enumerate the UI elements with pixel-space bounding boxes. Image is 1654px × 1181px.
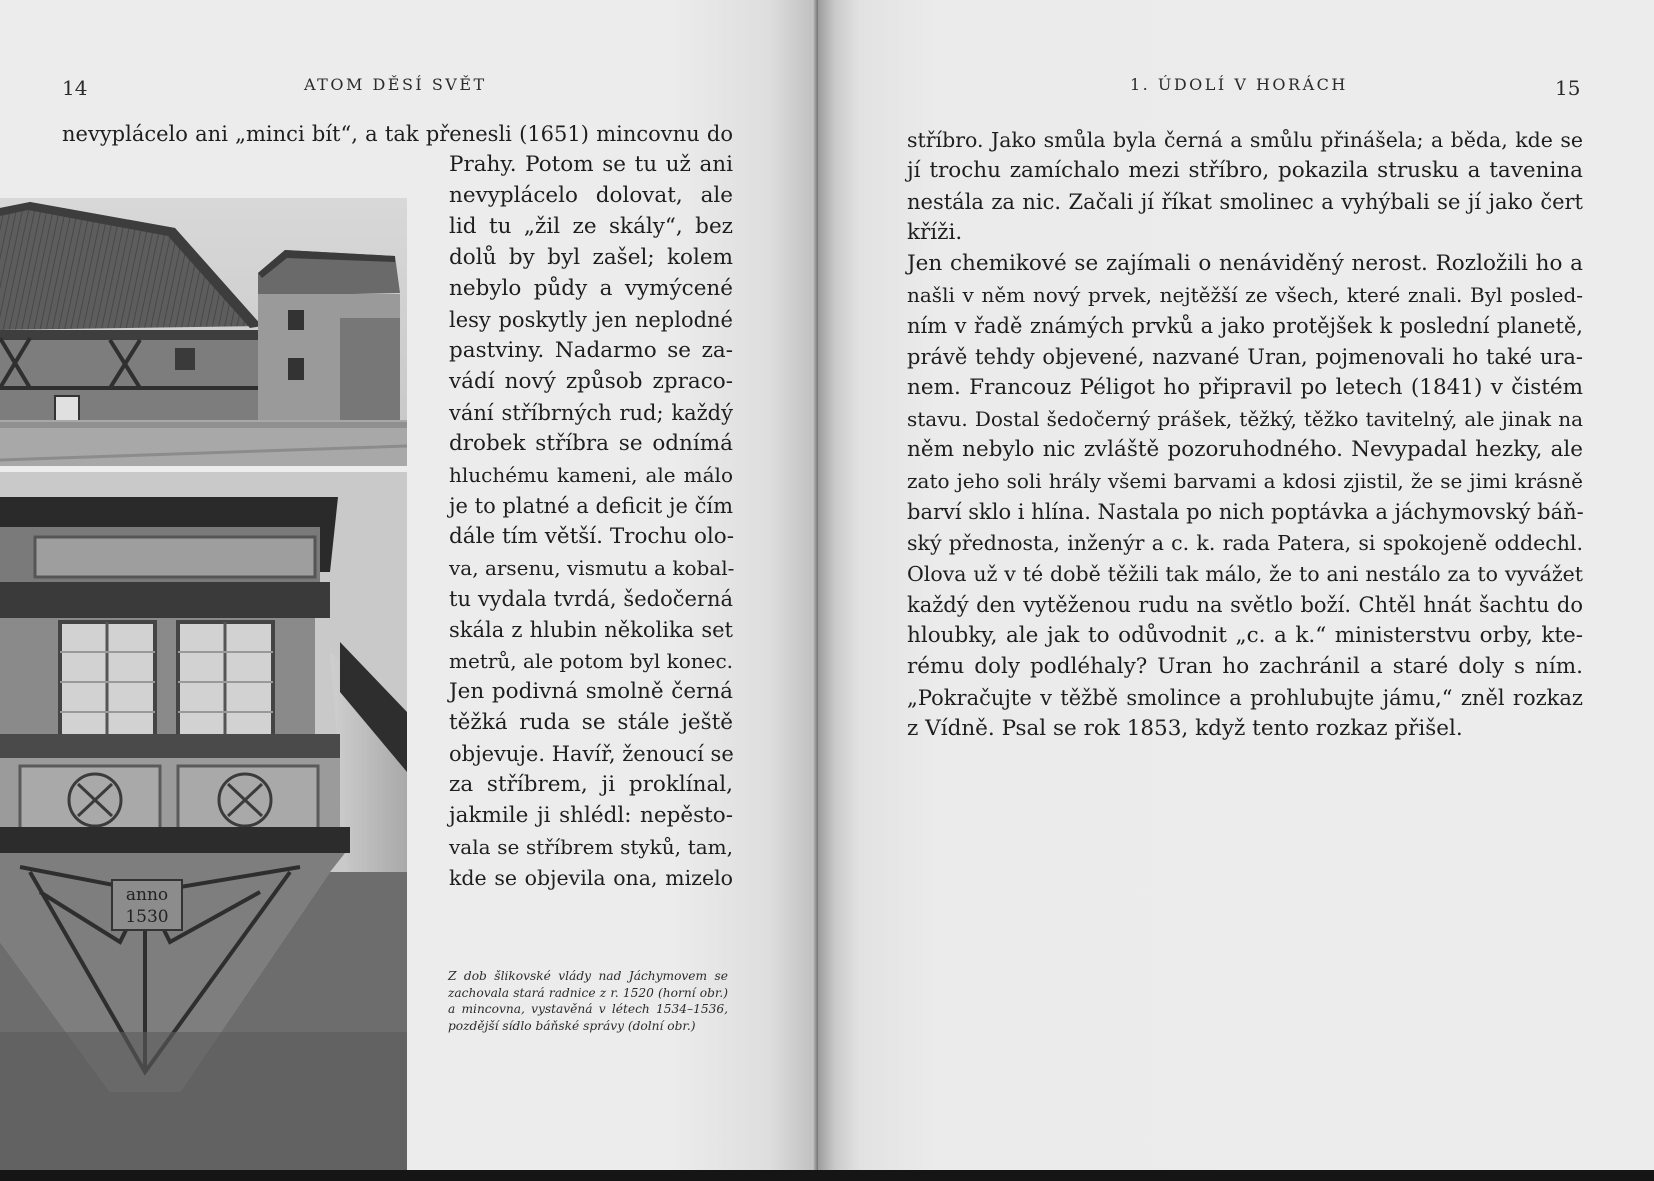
body-line: za stříbrem, ji proklínal, [449, 772, 733, 797]
body-line: ním v řadě známých prvků a jako protějšek k poslední planetě, [907, 314, 1583, 338]
body-line: tu vydala tvrdá, šedočerná [449, 587, 733, 611]
page-number-left: 14 [62, 76, 88, 100]
body-line: rému doly podléhaly? Uran ho zachránil a staré doly s ním. [907, 654, 1583, 679]
body-line: kde se objevila ona, mizelo [449, 866, 733, 890]
body-line: nem. Francouz Péligot ho připravil po letech (1841) v čistém [907, 375, 1583, 400]
body-line: Jen chemikové se zajímali o nenáviděný nerost. Rozložili ho a [907, 251, 1583, 276]
body-line: je to platné a deficit je čím [449, 494, 733, 518]
body-line: každý den vytěženou rudu na světlo boží. Chtěl hnát šachtu do [907, 593, 1583, 617]
running-head-left: ATOM DĚSÍ SVĚT [304, 75, 487, 94]
town-hall-image [0, 198, 407, 466]
body-line: našli v něm nový prvek, nejtěžší ze všech, které znali. Byl posled- [907, 283, 1583, 307]
body-line: vádí nový způsob zpraco- [449, 369, 733, 394]
body-line: metrů, ale potom byl konec. [449, 649, 734, 673]
body-line: něm nebylo nic zvláště pozoruhodného. Nevypadal hezky, ale [907, 437, 1583, 462]
body-line: jí trochu zamíchalo mezi stříbro, pokazila strusku a tavenina [907, 158, 1583, 183]
body-line: Jen podivná smolně černá [449, 679, 733, 704]
body-line: nevyplácelo dolovat, ale [449, 183, 733, 208]
body-line: jakmile ji shlédl: nepěsto- [449, 803, 733, 828]
body-line: těžká ruda se stále ještě [449, 710, 733, 735]
body-line: stavu. Dostal šedočerný prášek, těžký, těžko tavitelný, ale jinak na [907, 407, 1583, 431]
body-line: Olova už v té době těžili tak málo, že to ani nestálo za to vyvážet [907, 562, 1583, 586]
body-line: pastviny. Nadarmo se za- [449, 338, 733, 363]
body-line: zato jeho soli hrály všemi barvami a kdosi zjistil, že se jimi krásně [907, 469, 1583, 493]
photo-caption: Z dob šlikovské vlády nad Jáchymovem se zachovala stará radnice z r. 1520 (horní obr.) a mincovna, vystavěná v létech 1534–1536, pozdější sídlo báňské správy (dolní obr.) [448, 969, 728, 1033]
mint-oriel-image [0, 472, 407, 1170]
body-line: nevyplácelo ani „minci bít“, a tak přenesli (1651) mincovnu do [62, 122, 733, 146]
right-page [818, 0, 1654, 1170]
body-line: barví sklo i hlína. Nastala po nich poptávka a jáchymovský báň- [907, 500, 1584, 524]
photo-town-hall [0, 198, 407, 466]
body-line: ský přednosta, inženýr a c. k. rada Patera, si spokojeně oddechl. [907, 531, 1583, 555]
body-line: vala se stříbrem styků, tam, [449, 835, 733, 859]
photo-mint-oriel [0, 472, 407, 1170]
photo-inscription-year: 1530 [125, 907, 169, 927]
body-line: stříbro. Jako smůla byla černá a smůlu přinášela; a běda, kde se [907, 128, 1583, 152]
body-line: vání stříbrných rud; každý [449, 401, 733, 425]
body-line: hluchému kameni, ale málo [449, 463, 733, 487]
left-page [0, 0, 818, 1170]
body-line: Prahy. Potom se tu už ani [449, 152, 733, 177]
body-line: hloubky, ale jak to odůvodnit „c. a k.“ ministerstvu orby, kte- [907, 623, 1583, 648]
body-line: „Pokračujte v těžbě smolince a prohlubujte jámu,“ zněl rozkaz [907, 686, 1583, 710]
body-line: z Vídně. Psal se rok 1853, když tento rozkaz přišel. [907, 716, 1463, 741]
body-line: lesy poskytly jen neplodné [449, 308, 733, 332]
body-line: drobek stříbra se odnímá [449, 431, 733, 456]
body-line: skála z hlubin několika set [449, 618, 733, 642]
body-line: kříži. [907, 220, 963, 245]
photo-inscription-anno: anno [125, 885, 169, 905]
body-line: právě tehdy objevené, nazvané Uran, pojmenovali ho také ura- [907, 345, 1583, 369]
body-line: nebylo půdy a vymýcené [449, 276, 733, 301]
body-line: nestála za nic. Začali jí říkat smolinec a vyhýbali se jí jako čert [907, 190, 1583, 214]
page-number-right: 15 [1555, 76, 1581, 100]
body-line: objevuje. Havíř, ženoucí se [449, 742, 734, 766]
body-line: lid tu „žil ze skály“, bez [449, 214, 733, 239]
body-line: dále tím větší. Trochu olo- [449, 524, 735, 549]
body-line: va, arsenu, vismutu a kobal- [449, 556, 735, 580]
running-head-right: 1. ÚDOLÍ V HORÁCH [1130, 75, 1348, 94]
body-line: dolů by byl zašel; kolem [449, 245, 733, 270]
scan-bottom-edge [0, 1170, 1654, 1181]
